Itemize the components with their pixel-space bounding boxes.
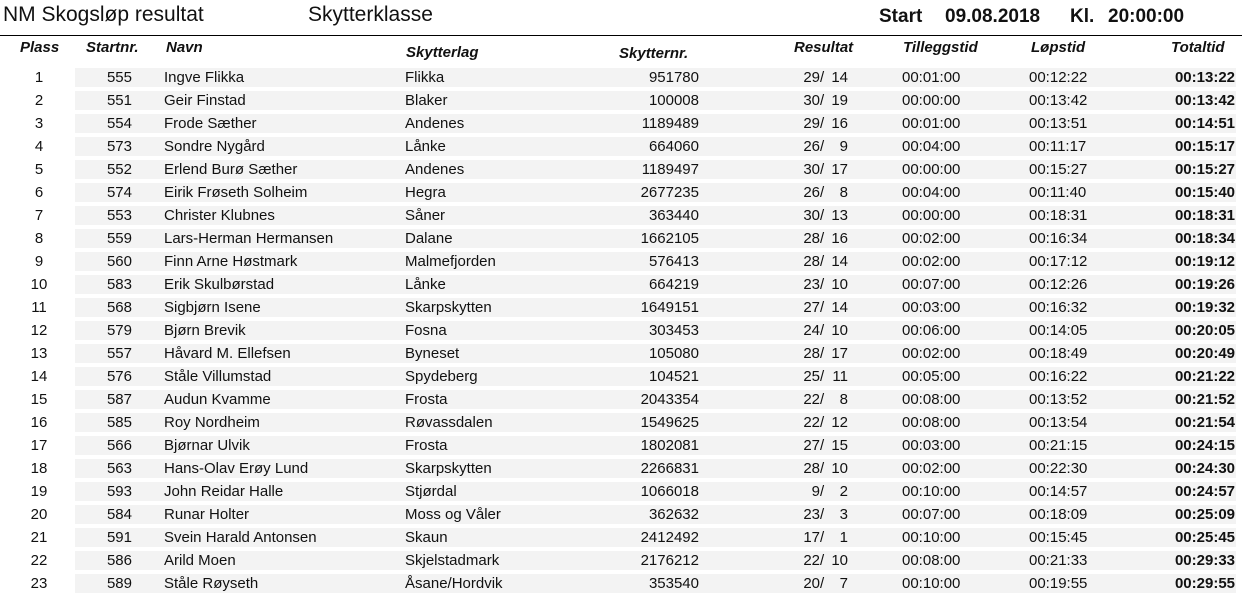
cell-plass: 16: [30, 414, 48, 431]
cell-resultat-separator: /: [820, 552, 825, 569]
cell-totaltid: 00:24:57: [1174, 483, 1235, 500]
cell-tilleggstid: 00:02:00: [902, 460, 961, 477]
cell-tilleggstid: 00:08:00: [902, 414, 961, 431]
cell-navn: Ståle Villumstad: [164, 368, 272, 385]
cell-resultat-treff: 17: [831, 161, 848, 178]
cell-resultat-separator: /: [820, 161, 825, 178]
cell-tilleggstid: 00:10:00: [902, 575, 961, 592]
cell-navn: Erik Skulbørstad: [164, 276, 275, 293]
cell-resultat-separator: /: [820, 253, 825, 270]
cell-navn: Bjørn Brevik: [164, 322, 246, 339]
cell-plass: 5: [34, 161, 44, 178]
cell-startnr: 587: [106, 391, 132, 408]
cell-lopstid: 00:14:57: [1029, 483, 1088, 500]
cell-resultat-skudd: 30: [803, 92, 820, 109]
table-row: [0, 181, 1242, 204]
cell-navn: Eirik Frøseth Solheim: [164, 184, 308, 201]
table-row: [0, 204, 1242, 227]
cell-startnr: 568: [106, 299, 132, 316]
cell-skytternr: 576413: [648, 253, 699, 270]
cell-resultat-skudd: 23: [803, 506, 820, 523]
cell-totaltid: 00:29:55: [1174, 575, 1235, 592]
table-row: [0, 549, 1242, 572]
cell-skytternr: 2677235: [640, 184, 699, 201]
table-row: [0, 434, 1242, 457]
cell-skytternr: 105080: [648, 345, 699, 362]
cell-resultat-separator: /: [820, 345, 825, 362]
cell-plass: 20: [30, 506, 48, 523]
cell-skytterlag: Stjørdal: [405, 483, 457, 500]
cell-startnr: 560: [106, 253, 132, 270]
cell-skytternr: 951780: [648, 69, 699, 86]
cell-resultat-separator: /: [820, 138, 825, 155]
cell-resultat-skudd: 28: [803, 345, 820, 362]
cell-plass: 7: [34, 207, 44, 224]
table-row: [0, 273, 1242, 296]
cell-totaltid: 00:13:42: [1174, 92, 1235, 109]
cell-tilleggstid: 00:08:00: [902, 391, 961, 408]
cell-skytternr: 1189489: [641, 115, 699, 132]
cell-skytterlag: Skjelstadmark: [405, 552, 500, 569]
cell-totaltid: 00:20:49: [1174, 345, 1235, 362]
cell-tilleggstid: 00:03:00: [902, 299, 961, 316]
cell-startnr: 583: [106, 276, 132, 293]
cell-navn: Arild Moen: [164, 552, 236, 569]
cell-startnr: 574: [106, 184, 132, 201]
cell-lopstid: 00:13:42: [1029, 92, 1088, 109]
cell-tilleggstid: 00:10:00: [902, 529, 961, 546]
cell-skytterlag: Frosta: [405, 391, 448, 408]
cell-skytternr: 362632: [648, 506, 699, 523]
cell-skytterlag: Skarpskytten: [405, 299, 492, 316]
cell-navn: Runar Holter: [164, 506, 250, 523]
table-row: [0, 319, 1242, 342]
cell-plass: 11: [31, 299, 47, 316]
cell-plass: 22: [30, 552, 48, 569]
cell-resultat-separator: /: [820, 575, 825, 592]
cell-navn: Christer Klubnes: [164, 207, 275, 224]
table-row: [0, 135, 1242, 158]
cell-lopstid: 00:18:09: [1029, 506, 1088, 523]
cell-startnr: 586: [106, 552, 132, 569]
cell-resultat-skudd: 27: [803, 299, 820, 316]
table-row: [0, 89, 1242, 112]
cell-navn: Roy Nordheim: [164, 414, 260, 431]
col-header-skytternr: Skytternr.: [619, 45, 689, 62]
cell-totaltid: 00:21:22: [1174, 368, 1235, 385]
cell-resultat-separator: /: [820, 414, 825, 431]
cell-resultat-skudd: 25: [803, 368, 820, 385]
cell-resultat-treff: 8: [839, 184, 848, 201]
cell-resultat-skudd: 22: [803, 552, 820, 569]
cell-totaltid: 00:21:52: [1174, 391, 1235, 408]
cell-lopstid: 00:22:30: [1029, 460, 1088, 477]
col-header-resultat: Resultat: [794, 39, 854, 56]
cell-skytternr: 2043354: [640, 391, 699, 408]
col-header-plass: Plass: [20, 39, 60, 56]
cell-plass: 6: [34, 184, 44, 201]
cell-skytterlag: Lånke: [405, 138, 446, 155]
cell-navn: Ingve Flikka: [164, 69, 245, 86]
cell-skytternr: 664219: [648, 276, 699, 293]
cell-navn: Audun Kvamme: [164, 391, 271, 408]
cell-tilleggstid: 00:01:00: [902, 69, 961, 86]
cell-skytternr: 1649151: [640, 299, 699, 316]
cell-resultat-separator: /: [820, 391, 825, 408]
cell-totaltid: 00:14:51: [1174, 115, 1235, 132]
cell-totaltid: 00:19:26: [1174, 276, 1235, 293]
cell-startnr: 566: [106, 437, 132, 454]
cell-tilleggstid: 00:08:00: [902, 552, 961, 569]
cell-resultat-treff: 7: [839, 575, 848, 592]
cell-skytternr: 2266831: [640, 460, 699, 477]
start-date: 09.08.2018: [945, 6, 1041, 27]
cell-skytterlag: Røvassdalen: [405, 414, 493, 431]
cell-tilleggstid: 00:02:00: [902, 253, 961, 270]
cell-navn: Sondre Nygård: [164, 138, 265, 155]
table-row: [0, 503, 1242, 526]
cell-resultat-skudd: 28: [803, 460, 820, 477]
cell-resultat-skudd: 9: [811, 483, 820, 500]
cell-plass: 1: [34, 69, 44, 86]
cell-resultat-treff: 1: [839, 529, 848, 546]
col-header-skytterlag: Skytterlag: [406, 44, 479, 61]
cell-resultat-separator: /: [820, 460, 825, 477]
cell-skytternr: 100008: [648, 92, 699, 109]
cell-totaltid: 00:18:34: [1174, 230, 1235, 247]
time-label: Kl.: [1070, 6, 1095, 27]
cell-skytterlag: Frosta: [405, 437, 448, 454]
cell-plass: 17: [30, 437, 48, 454]
cell-skytterlag: Byneset: [405, 345, 460, 362]
cell-plass: 8: [34, 230, 44, 247]
cell-resultat-treff: 9: [839, 138, 848, 155]
cell-navn: John Reidar Halle: [164, 483, 284, 500]
cell-resultat-separator: /: [820, 276, 825, 293]
cell-skytternr: 664060: [648, 138, 699, 155]
cell-totaltid: 00:21:54: [1174, 414, 1235, 431]
cell-skytterlag: Malmefjorden: [405, 253, 496, 270]
cell-plass: 9: [34, 253, 44, 270]
cell-startnr: 555: [106, 69, 132, 86]
cell-skytterlag: Dalane: [405, 230, 453, 247]
cell-plass: 2: [34, 92, 44, 109]
cell-resultat-separator: /: [820, 69, 825, 86]
cell-navn: Sigbjørn Isene: [164, 299, 261, 316]
cell-resultat-treff: 8: [839, 391, 848, 408]
cell-startnr: 563: [106, 460, 132, 477]
cell-plass: 13: [30, 345, 48, 362]
col-header-startnr: Startnr.: [86, 39, 139, 56]
cell-tilleggstid: 00:06:00: [902, 322, 961, 339]
cell-totaltid: 00:20:05: [1174, 322, 1235, 339]
cell-startnr: 584: [106, 506, 132, 523]
cell-lopstid: 00:15:45: [1029, 529, 1088, 546]
cell-skytternr: 1066018: [640, 483, 699, 500]
cell-totaltid: 00:19:32: [1174, 299, 1235, 316]
cell-startnr: 585: [106, 414, 132, 431]
cell-tilleggstid: 00:01:00: [902, 115, 961, 132]
table-row: [0, 250, 1242, 273]
cell-skytterlag: Blaker: [405, 92, 448, 109]
cell-plass: 14: [30, 368, 48, 385]
cell-resultat-skudd: 22: [803, 414, 820, 431]
cell-resultat-separator: /: [820, 529, 825, 546]
table-header: [0, 36, 1242, 66]
cell-totaltid: 00:19:12: [1174, 253, 1235, 270]
table-row: [0, 342, 1242, 365]
cell-lopstid: 00:16:34: [1029, 230, 1088, 247]
cell-skytterlag: Andenes: [405, 115, 465, 132]
cell-resultat-separator: /: [820, 230, 825, 247]
cell-plass: 3: [34, 115, 44, 132]
cell-resultat-treff: 14: [831, 253, 848, 270]
cell-lopstid: 00:21:15: [1029, 437, 1088, 454]
cell-startnr: 557: [106, 345, 132, 362]
cell-skytterlag: Lånke: [405, 276, 446, 293]
cell-navn: Svein Harald Antonsen: [164, 529, 317, 546]
cell-resultat-treff: 3: [839, 506, 848, 523]
cell-skytternr: 1662105: [640, 230, 699, 247]
cell-skytternr: 104521: [648, 368, 699, 385]
col-header-totaltid: Totaltid: [1171, 39, 1225, 56]
cell-totaltid: 00:15:27: [1174, 161, 1235, 178]
cell-resultat-treff: 14: [831, 299, 848, 316]
cell-lopstid: 00:13:54: [1029, 414, 1088, 431]
cell-startnr: 579: [106, 322, 132, 339]
cell-resultat-separator: /: [820, 322, 825, 339]
cell-resultat-separator: /: [820, 299, 825, 316]
table-row: [0, 112, 1242, 135]
cell-resultat-separator: /: [820, 184, 825, 201]
table-row: [0, 526, 1242, 549]
cell-lopstid: 00:12:22: [1029, 69, 1088, 86]
col-header-lopstid: Løpstid: [1031, 39, 1086, 56]
cell-resultat-skudd: 24: [803, 322, 820, 339]
table-row: [0, 365, 1242, 388]
cell-navn: Bjørnar Ulvik: [164, 437, 250, 454]
cell-skytterlag: Spydeberg: [405, 368, 478, 385]
cell-resultat-separator: /: [820, 506, 825, 523]
col-header-navn: Navn: [166, 39, 203, 56]
table-row: [0, 411, 1242, 434]
cell-lopstid: 00:15:27: [1029, 161, 1088, 178]
cell-resultat-treff: 10: [831, 322, 848, 339]
cell-lopstid: 00:11:17: [1029, 138, 1087, 155]
cell-resultat-separator: /: [820, 115, 825, 132]
cell-plass: 12: [30, 322, 48, 339]
page-title: NM Skogsløp resultat: [3, 3, 204, 26]
cell-plass: 21: [30, 529, 48, 546]
cell-startnr: 573: [106, 138, 132, 155]
cell-plass: 4: [34, 138, 44, 155]
cell-resultat-separator: /: [820, 92, 825, 109]
cell-startnr: 593: [106, 483, 132, 500]
cell-startnr: 553: [106, 207, 132, 224]
cell-plass: 18: [30, 460, 48, 477]
cell-resultat-skudd: 29: [803, 115, 820, 132]
cell-skytternr: 303453: [648, 322, 699, 339]
cell-lopstid: 00:19:55: [1029, 575, 1088, 592]
table-row: [0, 158, 1242, 181]
cell-tilleggstid: 00:00:00: [902, 92, 961, 109]
cell-tilleggstid: 00:04:00: [902, 184, 961, 201]
cell-resultat-treff: 10: [831, 460, 848, 477]
cell-totaltid: 00:18:31: [1174, 207, 1235, 224]
cell-resultat-skudd: 28: [803, 230, 820, 247]
cell-resultat-skudd: 30: [803, 207, 820, 224]
cell-tilleggstid: 00:10:00: [902, 483, 961, 500]
cell-resultat-treff: 17: [831, 345, 848, 362]
cell-tilleggstid: 00:07:00: [902, 276, 961, 293]
cell-resultat-treff: 10: [831, 276, 848, 293]
cell-startnr: 589: [106, 575, 132, 592]
results-table: [0, 66, 1242, 595]
cell-startnr: 551: [106, 92, 132, 109]
cell-resultat-skudd: 23: [803, 276, 820, 293]
cell-plass: 19: [30, 483, 48, 500]
cell-skytternr: 1802081: [640, 437, 699, 454]
cell-lopstid: 00:18:49: [1029, 345, 1088, 362]
cell-skytternr: 2412492: [640, 529, 699, 546]
table-row: [0, 66, 1242, 89]
table-row: [0, 480, 1242, 503]
cell-plass: 23: [30, 575, 48, 592]
cell-tilleggstid: 00:05:00: [902, 368, 961, 385]
cell-lopstid: 00:21:33: [1029, 552, 1088, 569]
table-row: [0, 227, 1242, 250]
cell-resultat-skudd: 22: [803, 391, 820, 408]
cell-lopstid: 00:18:31: [1029, 207, 1088, 224]
cell-navn: Geir Finstad: [164, 92, 246, 109]
cell-navn: Håvard M. Ellefsen: [164, 345, 291, 362]
cell-skytterlag: Hegra: [405, 184, 446, 201]
cell-skytterlag: Fosna: [405, 322, 447, 339]
cell-tilleggstid: 00:00:00: [902, 161, 961, 178]
cell-skytterlag: Åsane/Hordvik: [405, 575, 503, 592]
cell-skytternr: 1189497: [641, 161, 699, 178]
cell-tilleggstid: 00:00:00: [902, 207, 961, 224]
cell-startnr: 559: [106, 230, 132, 247]
cell-totaltid: 00:15:17: [1174, 138, 1235, 155]
cell-resultat-treff: 19: [831, 92, 848, 109]
cell-lopstid: 00:16:32: [1029, 299, 1088, 316]
cell-startnr: 554: [106, 115, 132, 132]
cell-resultat-treff: 11: [832, 368, 848, 385]
cell-plass: 15: [30, 391, 48, 408]
cell-totaltid: 00:13:22: [1174, 69, 1235, 86]
cell-lopstid: 00:13:52: [1029, 391, 1088, 408]
cell-plass: 10: [30, 276, 48, 293]
cell-navn: Ståle Røyseth: [164, 575, 259, 592]
cell-lopstid: 00:16:22: [1029, 368, 1088, 385]
start-info: [879, 5, 1184, 29]
cell-totaltid: 00:29:33: [1174, 552, 1235, 569]
cell-resultat-skudd: 30: [803, 161, 820, 178]
cell-startnr: 576: [106, 368, 132, 385]
cell-tilleggstid: 00:02:00: [902, 345, 961, 362]
cell-skytternr: 2176212: [640, 552, 699, 569]
cell-skytterlag: Skaun: [405, 529, 448, 546]
cell-resultat-skudd: 27: [803, 437, 820, 454]
cell-lopstid: 00:12:26: [1029, 276, 1088, 293]
cell-skytterlag: Såner: [405, 207, 446, 224]
cell-tilleggstid: 00:02:00: [902, 230, 961, 247]
cell-resultat-treff: 16: [831, 230, 848, 247]
cell-totaltid: 00:24:15: [1174, 437, 1235, 454]
start-time: 20:00:00: [1108, 6, 1185, 27]
cell-resultat-separator: /: [820, 207, 825, 224]
cell-navn: Erlend Burø Sæther: [164, 161, 298, 178]
col-header-tilleggstid: Tilleggstid: [903, 39, 978, 56]
cell-resultat-skudd: 28: [803, 253, 820, 270]
cell-navn: Frode Sæther: [164, 115, 257, 132]
cell-resultat-treff: 12: [831, 414, 848, 431]
table-row: [0, 388, 1242, 411]
cell-navn: Hans-Olav Erøy Lund: [164, 460, 309, 477]
cell-skytterlag: Moss og Våler: [405, 506, 501, 523]
cell-tilleggstid: 00:07:00: [902, 506, 961, 523]
cell-totaltid: 00:15:40: [1174, 184, 1235, 201]
cell-lopstid: 00:14:05: [1029, 322, 1088, 339]
cell-resultat-separator: /: [820, 437, 825, 454]
cell-resultat-treff: 15: [831, 437, 848, 454]
table-row: [0, 457, 1242, 480]
cell-resultat-treff: 13: [831, 207, 848, 224]
cell-lopstid: 00:17:12: [1029, 253, 1088, 270]
cell-resultat-skudd: 29: [803, 69, 820, 86]
cell-resultat-treff: 16: [831, 115, 848, 132]
cell-resultat-separator: /: [820, 483, 825, 500]
class-title: Skytterklasse: [308, 3, 433, 26]
cell-lopstid: 00:13:51: [1029, 115, 1088, 132]
cell-tilleggstid: 00:04:00: [902, 138, 961, 155]
cell-skytterlag: Skarpskytten: [405, 460, 492, 477]
cell-resultat-skudd: 17: [803, 529, 820, 546]
cell-resultat-skudd: 26: [803, 184, 820, 201]
start-label: Start: [879, 6, 923, 27]
cell-skytternr: 1549625: [640, 414, 699, 431]
cell-navn: Finn Arne Høstmark: [164, 253, 298, 270]
cell-skytterlag: Andenes: [405, 161, 465, 178]
cell-lopstid: 00:11:40: [1029, 184, 1087, 201]
cell-resultat-skudd: 26: [803, 138, 820, 155]
cell-tilleggstid: 00:03:00: [902, 437, 961, 454]
cell-resultat-treff: 2: [839, 483, 848, 500]
cell-resultat-skudd: 20: [803, 575, 820, 592]
cell-totaltid: 00:25:09: [1174, 506, 1235, 523]
cell-skytterlag: Flikka: [405, 69, 445, 86]
cell-skytternr: 353540: [648, 575, 699, 592]
table-row: [0, 572, 1242, 595]
cell-navn: Lars-Herman Hermansen: [164, 230, 334, 247]
cell-startnr: 552: [106, 161, 132, 178]
cell-startnr: 591: [106, 529, 132, 546]
cell-resultat-separator: /: [820, 368, 825, 385]
table-row: [0, 296, 1242, 319]
cell-skytternr: 363440: [648, 207, 699, 224]
cell-resultat-treff: 14: [831, 69, 848, 86]
cell-resultat-treff: 10: [831, 552, 848, 569]
cell-totaltid: 00:24:30: [1174, 460, 1235, 477]
cell-totaltid: 00:25:45: [1174, 529, 1235, 546]
